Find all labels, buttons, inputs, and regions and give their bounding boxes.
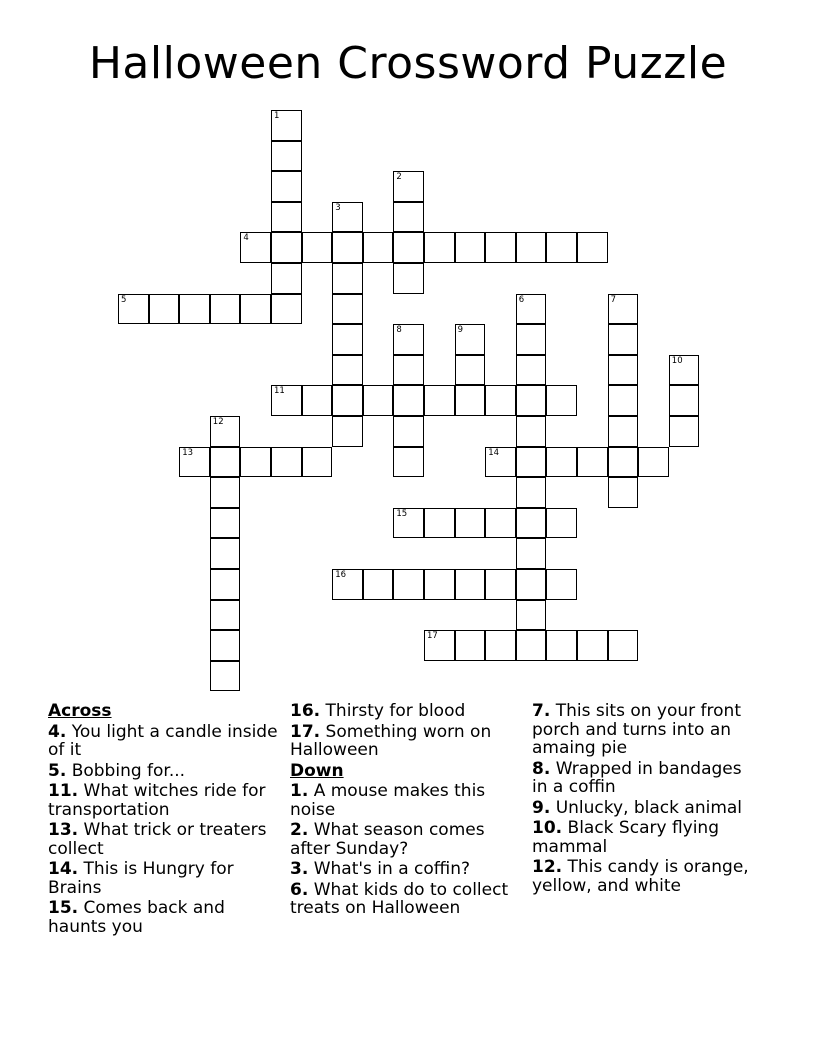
clue-number: 10.: [532, 818, 563, 838]
down-heading: Down: [290, 760, 344, 781]
grid-cell[interactable]: [516, 232, 547, 263]
grid-cell[interactable]: [240, 447, 271, 478]
cell-number: 9: [457, 325, 464, 336]
grid-cell[interactable]: [393, 232, 424, 263]
grid-cell[interactable]: [546, 385, 577, 416]
clue-down-1: [290, 782, 525, 819]
across-heading: Across: [48, 701, 112, 721]
grid-cell[interactable]: [271, 294, 302, 325]
grid-cell[interactable]: [393, 385, 424, 416]
grid-cell[interactable]: [332, 416, 363, 447]
grid-cell[interactable]: [210, 661, 241, 692]
clue-across-5: [48, 762, 280, 781]
clue-text: This candy is orange, yellow, and white: [532, 857, 749, 896]
grid-cell[interactable]: [271, 447, 302, 478]
grid-cell[interactable]: [271, 232, 302, 263]
clue-across-15: [48, 899, 280, 936]
grid-cell[interactable]: [271, 202, 302, 233]
grid-cell[interactable]: [302, 232, 333, 263]
grid-cell[interactable]: [669, 355, 700, 386]
grid-cell[interactable]: [516, 538, 547, 569]
clues-column-2: [290, 702, 525, 920]
clue-down-10: [532, 819, 757, 856]
grid-cell[interactable]: [546, 447, 577, 478]
grid-cell[interactable]: [455, 569, 486, 600]
clue-across-13: [48, 821, 280, 858]
grid-cell[interactable]: [424, 232, 455, 263]
clue-down-3: [290, 860, 525, 879]
grid-cell[interactable]: [424, 385, 455, 416]
clue-text: Bobbing for...: [71, 760, 186, 781]
grid-cell[interactable]: [455, 355, 486, 386]
grid-cell[interactable]: [608, 294, 639, 325]
clue-text: Thirsty for blood: [325, 701, 466, 721]
clue-text: A mouse makes this noise: [290, 781, 486, 820]
clue-number: 14.: [48, 859, 79, 879]
grid-cell[interactable]: [546, 232, 577, 263]
grid-cell[interactable]: [485, 232, 516, 263]
grid-cell[interactable]: [332, 202, 363, 233]
clue-number: 11.: [48, 781, 79, 801]
grid-cell[interactable]: [608, 630, 639, 661]
grid-cell[interactable]: [393, 263, 424, 294]
grid-cell[interactable]: [485, 569, 516, 600]
clues-column-1: [48, 702, 280, 938]
grid-cell[interactable]: [424, 508, 455, 539]
cell-number: 13: [182, 447, 194, 458]
grid-cell[interactable]: [332, 569, 363, 600]
grid-cell[interactable]: [302, 385, 333, 416]
clue-number: 7.: [532, 701, 551, 721]
grid-cell[interactable]: [210, 569, 241, 600]
grid-cell[interactable]: [332, 355, 363, 386]
grid-cell[interactable]: [393, 569, 424, 600]
grid-cell[interactable]: [516, 508, 547, 539]
grid-cell[interactable]: [546, 569, 577, 600]
cell-number: 17: [427, 631, 438, 642]
grid-cell[interactable]: [363, 385, 394, 416]
cell-number: 2: [396, 172, 402, 183]
grid-cell[interactable]: [332, 294, 363, 325]
grid-cell[interactable]: [516, 385, 547, 416]
clue-number: 15.: [48, 898, 79, 918]
clue-text: What season comes after Sunday?: [290, 820, 485, 859]
grid-cell[interactable]: [608, 416, 639, 447]
clue-number: 13.: [48, 820, 79, 840]
puzzle-title: Halloween Crossword Puzzle: [88, 38, 728, 89]
grid-cell[interactable]: [210, 416, 241, 447]
grid-cell[interactable]: [608, 355, 639, 386]
grid-cell[interactable]: [118, 294, 149, 325]
grid-cell[interactable]: [608, 477, 639, 508]
cell-number: 16: [335, 570, 347, 580]
clue-down-12: [532, 858, 757, 895]
cell-number: 7: [610, 294, 617, 305]
clue-text: This sits on your front porch and turns into an amaing pie: [532, 701, 742, 758]
clue-text: What's in a coffin?: [313, 859, 471, 879]
clue-down-2: [290, 821, 525, 858]
grid-cell[interactable]: [363, 232, 394, 263]
cell-number: 12: [212, 417, 224, 427]
clue-number: 9.: [532, 797, 551, 818]
clue-down-8: [532, 760, 757, 797]
grid-cell[interactable]: [546, 508, 577, 539]
grid-cell[interactable]: [516, 630, 547, 661]
clue-number: 3.: [290, 859, 309, 879]
grid-cell[interactable]: [332, 385, 363, 416]
grid-cell[interactable]: [485, 630, 516, 661]
grid-cell[interactable]: [210, 447, 241, 478]
clue-text: What witches ride for transportation: [48, 781, 266, 820]
grid-cell[interactable]: [179, 294, 210, 325]
clue-down-6: [290, 881, 525, 918]
cell-number: 6: [518, 294, 525, 305]
grid-cell[interactable]: [271, 110, 302, 141]
grid-cell[interactable]: [516, 355, 547, 386]
clue-down-9: [532, 799, 757, 818]
cell-number: 4: [243, 233, 249, 244]
grid-cell[interactable]: [455, 232, 486, 263]
clue-text: You light a candle inside of it: [48, 721, 278, 760]
clue-number: 8.: [532, 758, 551, 779]
grid-cell[interactable]: [577, 630, 608, 661]
grid-cell[interactable]: [149, 294, 180, 325]
grid-cell[interactable]: [516, 416, 547, 447]
clue-text: Something worn on Halloween: [290, 721, 492, 760]
grid-cell[interactable]: [577, 447, 608, 478]
grid-cell[interactable]: [577, 232, 608, 263]
grid-cell[interactable]: [302, 447, 333, 478]
grid-cell[interactable]: [546, 630, 577, 661]
clue-number: 6.: [290, 879, 309, 900]
grid-cell[interactable]: [271, 263, 302, 294]
grid-cell[interactable]: [179, 447, 210, 478]
clue-across-11: [48, 782, 280, 819]
grid-cell[interactable]: [485, 447, 516, 478]
grid-cell[interactable]: [455, 630, 486, 661]
grid-cell[interactable]: [393, 508, 424, 539]
grid-cell[interactable]: [363, 569, 394, 600]
clue-text: Black Scary flying mammal: [532, 818, 719, 857]
grid-cell[interactable]: [332, 232, 363, 263]
grid-cell[interactable]: [485, 385, 516, 416]
grid-cell[interactable]: [393, 447, 424, 478]
grid-cell[interactable]: [516, 324, 547, 355]
cell-number: 1: [274, 111, 280, 121]
grid-cell[interactable]: [210, 294, 241, 325]
grid-cell[interactable]: [669, 416, 700, 447]
grid-cell[interactable]: [424, 569, 455, 600]
cell-number: 15: [396, 508, 408, 519]
clues-column-3: [532, 702, 757, 897]
grid-cell[interactable]: [332, 263, 363, 294]
clue-number: 17.: [290, 721, 321, 742]
clue-number: 12.: [532, 857, 563, 877]
cell-number: 8: [396, 325, 402, 336]
grid-cell[interactable]: [455, 324, 486, 355]
grid-cell[interactable]: [608, 324, 639, 355]
grid-cell[interactable]: [608, 385, 639, 416]
cell-number: 14: [488, 447, 500, 458]
cell-number: 11: [274, 386, 285, 397]
grid-cell[interactable]: [240, 294, 271, 325]
clue-across-17: [290, 723, 525, 760]
grid-cell[interactable]: [210, 630, 241, 661]
grid-cell[interactable]: [516, 294, 547, 325]
cell-number: 10: [671, 355, 683, 366]
grid-cell[interactable]: [669, 385, 700, 416]
clue-text: Wrapped in bandages in a coffin: [532, 758, 742, 797]
grid-cell[interactable]: [424, 630, 455, 661]
grid-cell[interactable]: [638, 447, 669, 478]
grid-cell[interactable]: [271, 141, 302, 172]
grid-cell[interactable]: [393, 416, 424, 447]
grid-cell[interactable]: [516, 600, 547, 631]
grid-cell[interactable]: [332, 324, 363, 355]
cell-number: 3: [335, 202, 341, 213]
clue-number: 16.: [290, 701, 321, 721]
grid-cell[interactable]: [393, 202, 424, 233]
clue-across-16: [290, 702, 525, 721]
grid-cell[interactable]: [455, 508, 486, 539]
clue-number: 1.: [290, 781, 309, 801]
grid-cell[interactable]: [210, 538, 241, 569]
clue-text: What trick or treaters collect: [48, 820, 267, 859]
clue-number: 2.: [290, 820, 309, 840]
grid-cell[interactable]: [455, 385, 486, 416]
cell-number: 5: [121, 294, 127, 305]
grid-cell[interactable]: [210, 508, 241, 539]
grid-cell[interactable]: [210, 600, 241, 631]
grid-cell[interactable]: [393, 171, 424, 202]
clue-number: 4.: [48, 721, 67, 742]
clue-down-7: [532, 702, 757, 758]
grid-cell[interactable]: [485, 508, 516, 539]
grid-cell[interactable]: [516, 447, 547, 478]
grid-cell[interactable]: [271, 171, 302, 202]
clue-text: This is Hungry for Brains: [48, 859, 234, 898]
grid-cell[interactable]: [516, 569, 547, 600]
grid-cell[interactable]: [210, 477, 241, 508]
clue-number: 5.: [48, 760, 67, 781]
clue-text: What kids do to collect treats on Halloween: [290, 879, 509, 918]
clue-across-4: [48, 723, 280, 760]
grid-cell[interactable]: [393, 324, 424, 355]
grid-cell[interactable]: [393, 355, 424, 386]
clue-text: Unlucky, black animal: [555, 797, 743, 818]
clue-across-14: [48, 860, 280, 897]
grid-cell[interactable]: [240, 232, 271, 263]
grid-cell[interactable]: [516, 477, 547, 508]
grid-cell[interactable]: [271, 385, 302, 416]
clue-text: Comes back and haunts you: [48, 898, 225, 937]
grid-cell[interactable]: [608, 447, 639, 478]
